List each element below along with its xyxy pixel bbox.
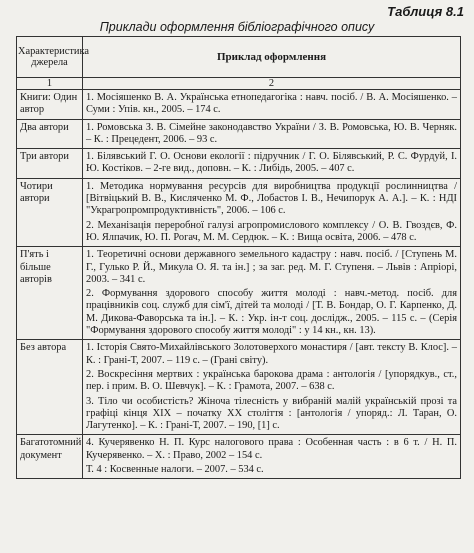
bibliographic-entry: 4. Кучерявенко Н. П. Курс налогового права : Особенная часть : в 6 т. / Н. П. Кучерявенко. – Х. : Право, 2002 – 154 с. [86,437,457,461]
bibliographic-entry: 2. Механізація переробної галузі агропромислового комплексу / О. В. Гвоздєв, Ф. Ю. Ялпачик, Ю. П. Рогач, М. М. Сердюк. – К. : Вища освіта, 2006. – 478 с. [86,219,457,243]
example-cell [83,435,461,479]
column-number-1: 1 [17,78,83,90]
bibliography-table [16,36,461,479]
bibliographic-entry: 1. Методика нормування ресурсів для виробництва продукції рослинництва / [Вітвіцький В. В., Кисляченко М. Ф., Лобастов І. В., Нечипорук А. А.]. – К. : НДІ "Украгропромпродуктивність", 2006. – 106 с. [86,180,457,217]
source-type-cell: Чотири автори [17,178,83,246]
table-row [17,435,461,479]
table-header-row [17,37,461,78]
bibliographic-entry: 2. Воскресіння мертвих : українська барокова драма : антологія / [упорядкув., ст., пер. і прим. В. О. Шевчук]. – К. : Грамота, 2007. – 638 с. [86,368,457,393]
header-source-type: Характеристика джерела [17,37,83,78]
bibliographic-entry: 1. Білявський Г. О. Основи екології : підручник / Г. О. Білявський, Р. С. Фурдуй, І. Ю. Костіков. – 2-ге вид., доповн. – К. : Либідь, 2005. – 407 с. [86,151,457,175]
example-cell [83,340,461,435]
example-cell [83,178,461,246]
bibliographic-entry: 1. Мосіяшенко В. А. Українська етнопедагогіка : навч. посіб. / В. А. Мосіяшенко. – Суми : Упів. кн., 2005. – 174 с. [86,92,457,116]
source-type-cell: Без автора [17,340,83,435]
source-type-cell: Три автори [17,149,83,179]
table-row [17,340,461,435]
table-row [17,178,461,246]
example-cell [83,119,461,149]
bibliographic-entry: 2. Формування здорового способу життя молоді : навч.-метод. посіб. для працівників соц. служб для сім'ї, дітей та молоді / [Т. В. Бондар, О. Г. Карпенко, Д. М. Дикова-Фаворська та ін.]. – К. : Укр. ін-т соц. дослідж., 2005. – 115 с. – (Серія "Формування здорового способу життя молоді" : у 14 кн., кн. 13). [86,288,457,337]
bibliographic-entry: 1. Теоретичні основи державного земельного кадастру : навч. посіб. / [Ступень М. Г., Гулько Р. Й., Микула О. Я. та ін.] ; за заг. ред. М. Г. Ступеня. – Львів : Апріорі, 2003. – 341 с. [86,249,457,285]
source-type-cell: Два автори [17,119,83,149]
source-type-cell: П'ять і більше авторів [17,247,83,340]
bibliographic-entry: 1. Історія Свято-Михайлівського Золотоверхого монастиря / [авт. тексту В. Клос]. – К. : Грані-Т, 2007. – 119 с. – (Грані світу). [86,342,457,366]
source-type-cell: Книги: Один автор [17,90,83,120]
table-caption: Приклади оформлення бібліографічного опису [99,20,375,34]
header-example: Приклад оформлення [83,37,461,78]
example-cell [83,90,461,120]
bibliographic-entry: 3. Тіло чи особистість? Жіноча тілесність у вибраній малій українській прозі та графіці кінця XIX – початку XX століття : [антологія / упоряд.: Л. Таран, О. Лагутенко]. – К. : Грані-Т, 2007. – 190, [1] с. [86,395,457,432]
table-row [17,149,461,179]
source-type-cell: Багатотомний документ [17,435,83,479]
table-row [17,90,461,120]
bibliographic-entry: 1. Ромовська З. В. Сімейне законодавство України / З. В. Ромовська, Ю. В. Черняк. – К. : Прецедент, 2006. – 93 с. [86,121,457,145]
table-number-row [17,78,461,90]
table-number: Таблиця 8.1 [387,4,464,19]
bibliographic-entry: Т. 4 : Косвенные налоги. – 2007. – 534 с. [86,464,264,476]
example-cell [83,247,461,340]
table-row [17,247,461,340]
example-cell [83,149,461,179]
column-number-2: 2 [83,78,461,90]
table-row [17,119,461,149]
